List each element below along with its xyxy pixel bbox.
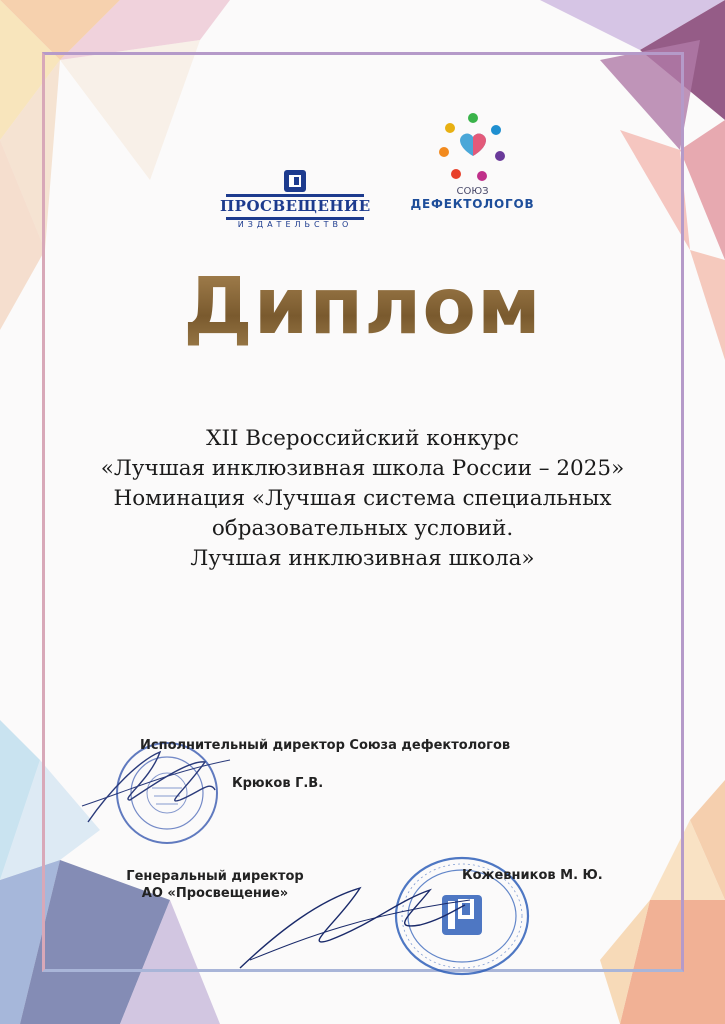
- signatory-name: Кожевников М. Ю.: [462, 868, 603, 883]
- signatory-role-line: Генеральный директор: [126, 869, 304, 884]
- signatory-role: Исполнительный директор Союза дефектологов: [140, 738, 511, 753]
- union-seal: [112, 738, 222, 848]
- signatory-role: [120, 868, 310, 902]
- signatory-role-line: АО «Просвещение»: [141, 886, 289, 901]
- prosveshchenie-sub: ИЗДАТЕЛЬСТВО: [237, 220, 353, 229]
- text-line: образовательных условий.: [211, 516, 514, 541]
- prosveshchenie-logo: [220, 170, 370, 229]
- union-people-heart-icon: [436, 110, 510, 184]
- text-line: «Лучшая инклюзивная школа России – 2025»: [100, 456, 625, 481]
- diploma-title: Диплом: [0, 262, 725, 352]
- text-line: Номинация «Лучшая система специальных: [113, 486, 612, 511]
- prosveshchenie-name: ПРОСВЕЩЕНИЕ: [220, 197, 371, 215]
- text-line: Лучшая инклюзивная школа»: [190, 546, 535, 571]
- union-small-label: СОЮЗ: [456, 186, 489, 197]
- union-name: ДЕФЕКТОЛОГОВ: [410, 197, 535, 211]
- prosveshchenie-mark-icon: [284, 170, 306, 192]
- signatory-name: Крюков Г.В.: [232, 776, 324, 791]
- text-line: XII Всероссийский конкурс: [206, 426, 519, 451]
- diploma-text: [60, 424, 665, 574]
- union-logo: [405, 110, 540, 211]
